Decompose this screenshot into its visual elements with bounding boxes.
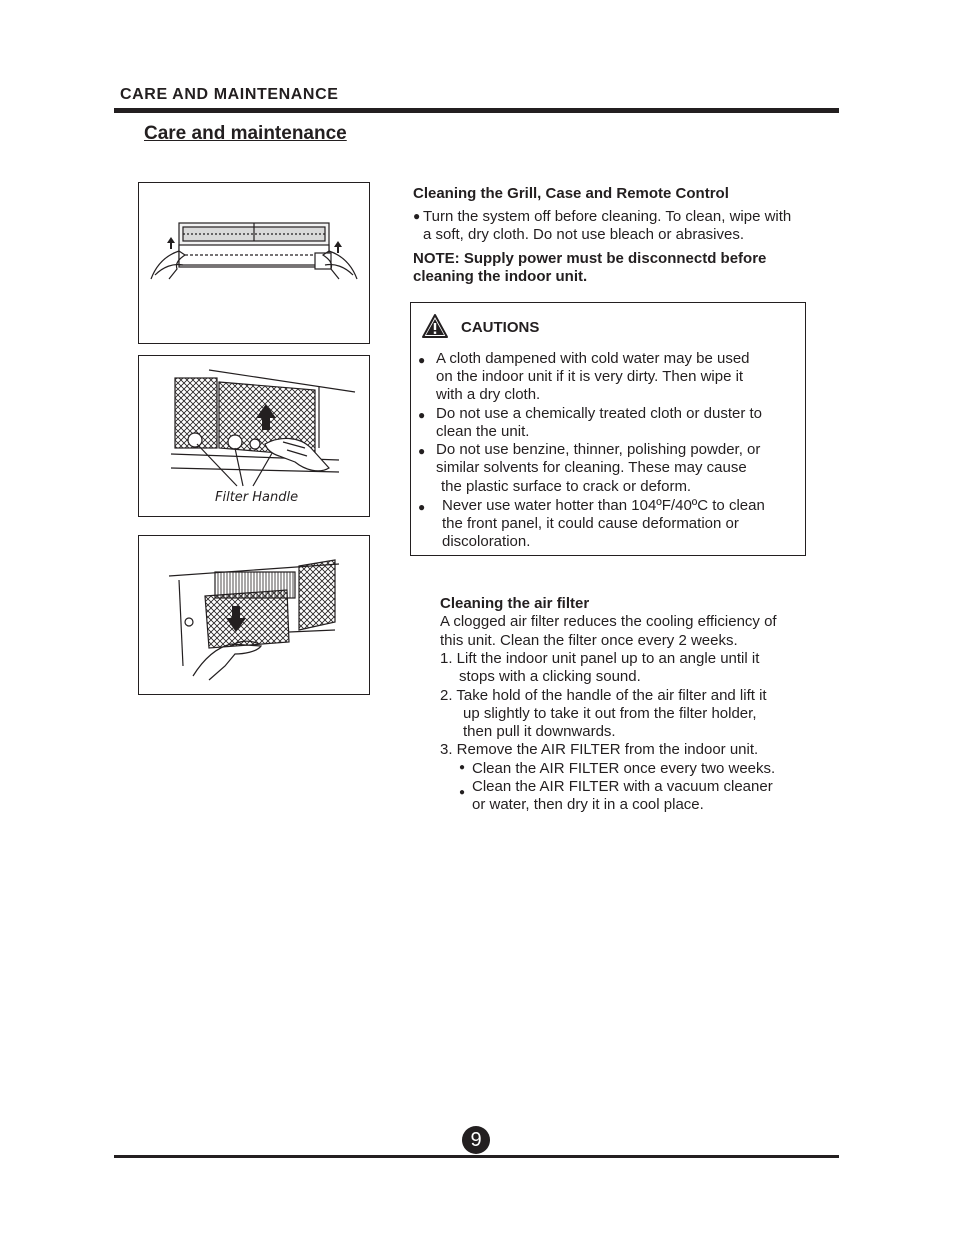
- caution-item-3-line1: Do not use benzine, thinner, polishing powder, or: [436, 441, 761, 458]
- bullet-icon: ●: [418, 353, 426, 367]
- figure-lift-panel: [138, 182, 370, 344]
- filter-intro-line1: A clogged air filter reduces the cooling efficiency of: [440, 613, 777, 630]
- filter-step2-line1: 2. Take hold of the handle of the air filter and lift it: [440, 687, 767, 704]
- filter-heading: Cleaning the air filter: [440, 595, 590, 612]
- filter-step2-line3: then pull it downwards.: [463, 723, 616, 740]
- figure-filter-handle: [138, 355, 370, 517]
- bullet-icon: ●: [459, 762, 466, 773]
- filter-step3-line1: 3. Remove the AIR FILTER from the indoor unit.: [440, 741, 759, 758]
- caution-item-4-line2: the front panel, it could cause deformation or: [442, 515, 739, 532]
- bullet-icon: ●: [418, 500, 426, 514]
- page-title: Care and maintenance: [144, 123, 347, 144]
- filter-handle-caption: Filter Handle: [215, 490, 299, 505]
- grill-heading: Cleaning the Grill, Case and Remote Control: [413, 185, 729, 202]
- bullet-icon: ●: [413, 209, 421, 223]
- bullet-icon: ●: [418, 444, 426, 458]
- cautions-title: CAUTIONS: [461, 319, 540, 336]
- bullet-icon: ●: [459, 787, 466, 798]
- grill-bullet-line1: Turn the system off before cleaning. To clean, wipe with: [423, 208, 792, 225]
- header-rule: [114, 108, 839, 113]
- filter-step1-line2: stops with a clicking sound.: [459, 668, 641, 685]
- filter-sub2-line1: Clean the AIR FILTER with a vacuum cleaner: [472, 778, 773, 795]
- caution-item-1-line2: on the indoor unit if it is very dirty. Then wipe it: [436, 368, 744, 385]
- filter-sub2-line2: or water, then dry it in a cool place.: [472, 796, 704, 813]
- footer-rule: [114, 1155, 839, 1158]
- grill-bullet-line2: a soft, dry cloth. Do not use bleach or abrasives.: [423, 226, 744, 243]
- figure-filter-removal: [138, 535, 370, 695]
- caution-item-2-line2: clean the unit.: [436, 423, 530, 440]
- caution-item-4-line3: discoloration.: [442, 533, 531, 550]
- filter-step2-line2: up slightly to take it out from the filter holder,: [463, 705, 757, 722]
- grill-note-line1: NOTE: Supply power must be disconnectd before: [413, 250, 767, 267]
- filter-sub1: Clean the AIR FILTER once every two weeks.: [472, 760, 776, 777]
- caution-item-4-line1: Never use water hotter than 104ºF/40ºC to clean: [442, 497, 765, 514]
- caution-item-1-line1: A cloth dampened with cold water may be used: [436, 350, 750, 367]
- bullet-icon: ●: [418, 408, 426, 422]
- caution-item-1-line3: with a dry cloth.: [436, 386, 541, 403]
- cautions-box: [410, 302, 806, 556]
- filter-removal-illustration: [139, 536, 369, 694]
- caution-item-2-line1: Do not use a chemically treated cloth or duster to: [436, 405, 763, 422]
- caution-item-3-line3: the plastic surface to crack or deform.: [441, 478, 692, 495]
- warning-icon: [421, 313, 449, 339]
- filter-intro-line2: this unit. Clean the filter once every 2 weeks.: [440, 632, 738, 649]
- filter-step1-line1: 1. Lift the indoor unit panel up to an angle until it: [440, 650, 760, 667]
- section-header: CARE AND MAINTENANCE: [120, 86, 339, 103]
- lift-panel-illustration: [139, 183, 369, 343]
- caution-item-3-line2: similar solvents for cleaning. These may cause: [436, 459, 747, 476]
- grill-note-line2: cleaning the indoor unit.: [413, 268, 588, 285]
- page-number: 9: [462, 1126, 490, 1154]
